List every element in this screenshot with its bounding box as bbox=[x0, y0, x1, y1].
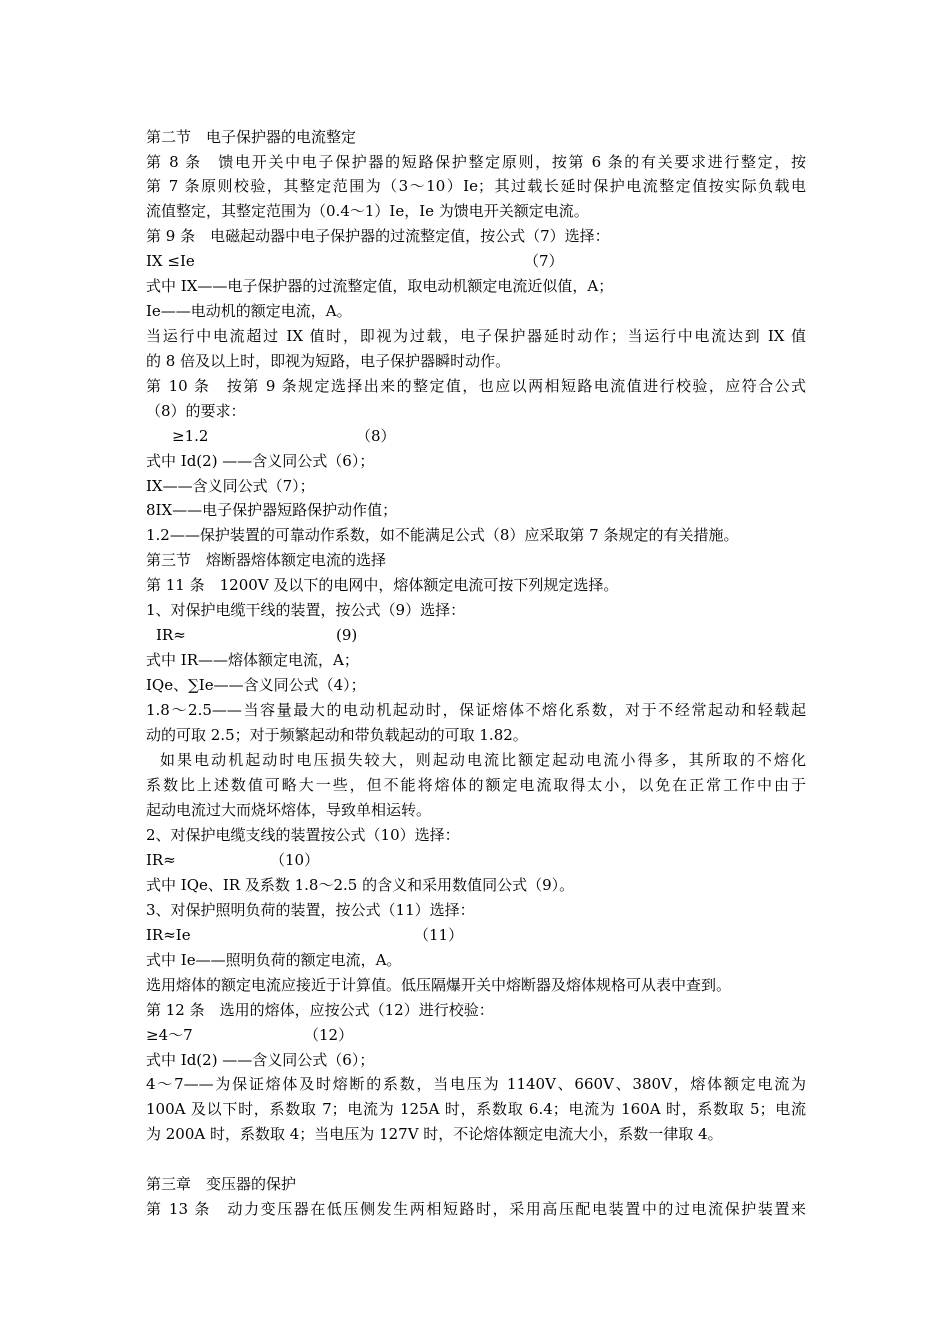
article-8-line-2: 第 7 条原则校验，其整定范围为（3～10）Ie；其过载长延时保护电流整定值按实际负载电 bbox=[146, 177, 806, 195]
section-2-title: 第二节 电子保护器的电流整定 bbox=[146, 128, 357, 146]
item-1: 1、对保护电缆干线的装置，按公式（9）选择： bbox=[146, 601, 466, 619]
formula-7-definition-ix: 式中 IX——电子保护器的过流整定值，取电动机额定电流近似值，A； bbox=[146, 277, 614, 295]
selection-text: 选用熔体的额定电流应接近于计算值。低压隔爆开关中熔断器及熔体规格可从表中查到。 bbox=[146, 976, 732, 994]
coefficient-text-line-2: 动的可取 2.5；对于频繁起动和带负载起动的可取 1.82。 bbox=[146, 726, 528, 744]
article-8-line-3: 流值整定，其整定范围为（0.4～1）Ie，Ie 为馈电开关额定电流。 bbox=[146, 202, 589, 220]
formula-7-number: （7） bbox=[524, 252, 564, 270]
chapter-3-title: 第三章 变压器的保护 bbox=[146, 1175, 297, 1193]
article-9: 第 9 条 电磁起动器中电子保护器的过流整定值，按公式（7）选择： bbox=[146, 227, 610, 245]
article-13: 第 13 条 动力变压器在低压侧发生两相短路时，采用高压配电装置中的过电流保护装置来 bbox=[146, 1200, 806, 1218]
formula-8-definition-3: 8IX——电子保护器短路保护动作值； bbox=[146, 501, 398, 519]
article-10-line-1: 第 10 条 按第 9 条规定选择出来的整定值，也应以两相短路电流值进行校验，应符合公式 bbox=[146, 377, 806, 395]
item-2: 2、对保护电缆支线的装置按公式（10）选择： bbox=[146, 826, 460, 844]
formula-8-definition-1: 式中 Id(2) ——含义同公式（6）； bbox=[146, 452, 375, 470]
formula-8-definition-2: IX——含义同公式（7）； bbox=[146, 477, 315, 495]
coefficient-4-7-line-2: 100A 及以下时，系数取 7；电流为 125A 时，系数取 6.4；电流为 160A 时，系数取 5；电流 bbox=[146, 1100, 806, 1118]
formula-8-definition-4: 1.2——保护装置的可靠动作系数，如不能满足公式（8）应采取第 7 条规定的有关措施。 bbox=[146, 526, 739, 544]
overload-text-line-1: 当运行中电流超过 IX 值时，即视为过载，电子保护器延时动作；当运行中电流达到 IX 值 bbox=[146, 327, 806, 345]
coefficient-4-7-line-3: 为 200A 时，系数取 4；当电压为 127V 时，不论熔体额定电流大小，系数一律取 4。 bbox=[146, 1125, 723, 1143]
voltage-drop-text-line-3: 起动电流过大而烧坏熔体，导致单相运转。 bbox=[146, 801, 432, 819]
formula-9-definition-1: 式中 IR——熔体额定电流，A； bbox=[146, 651, 359, 669]
formula-11-expression: IR≈Ie bbox=[146, 926, 191, 944]
formula-12-expression: ≥4～7 bbox=[146, 1026, 193, 1044]
article-10-line-2: （8）的要求： bbox=[146, 402, 246, 420]
article-11: 第 11 条 1200V 及以下的电网中，熔体额定电流可按下列规定选择。 bbox=[146, 576, 619, 594]
article-8-line-1: 第 8 条 馈电开关中电子保护器的短路保护整定原则，按第 6 条的有关要求进行整定，按 bbox=[146, 153, 806, 171]
item-3: 3、对保护照明负荷的装置，按公式（11）选择： bbox=[146, 901, 475, 919]
formula-11-definition: 式中 Ie——照明负荷的额定电流，A。 bbox=[146, 951, 402, 969]
formula-12-definition: 式中 Id(2) ——含义同公式（6）； bbox=[146, 1051, 375, 1069]
formula-7-definition-ie: Ie——电动机的额定电流，A。 bbox=[146, 302, 352, 320]
formula-8-number: （8） bbox=[356, 427, 396, 445]
formula-11-number: （11） bbox=[414, 926, 464, 944]
formula-12-number: （12） bbox=[304, 1026, 354, 1044]
formula-9-expression: IR≈ bbox=[156, 626, 186, 644]
voltage-drop-text-line-1: 如果电动机起动时电压损失较大，则起动电流比额定起动电流小得多，其所取的不熔化 bbox=[160, 751, 806, 769]
article-12: 第 12 条 选用的熔体，应按公式（12）进行校验： bbox=[146, 1001, 494, 1019]
section-3-title: 第三节 熔断器熔体额定电流的选择 bbox=[146, 551, 387, 569]
formula-8-expression: ≥1.2 bbox=[172, 427, 209, 445]
coefficient-text-line-1: 1.8～2.5——当容量最大的电动机起动时，保证熔体不熔化系数，对于不经常起动和轻载起 bbox=[146, 701, 806, 719]
overload-text-line-2: 的 8 倍及以上时，即视为短路，电子保护器瞬时动作。 bbox=[146, 352, 511, 370]
formula-10-definition: 式中 IQe、IR 及系数 1.8～2.5 的含义和采用数值同公式（9）。 bbox=[146, 876, 575, 894]
formula-10-expression: IR≈ bbox=[146, 851, 176, 869]
formula-9-definition-2: IQe、∑Ie——含义同公式（4）； bbox=[146, 676, 366, 694]
formula-7-expression: IX ≤Ie bbox=[146, 252, 195, 270]
formula-9-number: (9) bbox=[336, 626, 358, 644]
coefficient-4-7-line-1: 4～7——为保证熔体及时熔断的系数，当电压为 1140V、660V、380V，熔体额定电流为 bbox=[146, 1075, 806, 1093]
formula-10-number: （10） bbox=[270, 851, 320, 869]
voltage-drop-text-line-2: 系数比上述数值可略大一些，但不能将熔体的额定电流取得太小，以免在正常工作中由于 bbox=[146, 776, 806, 794]
